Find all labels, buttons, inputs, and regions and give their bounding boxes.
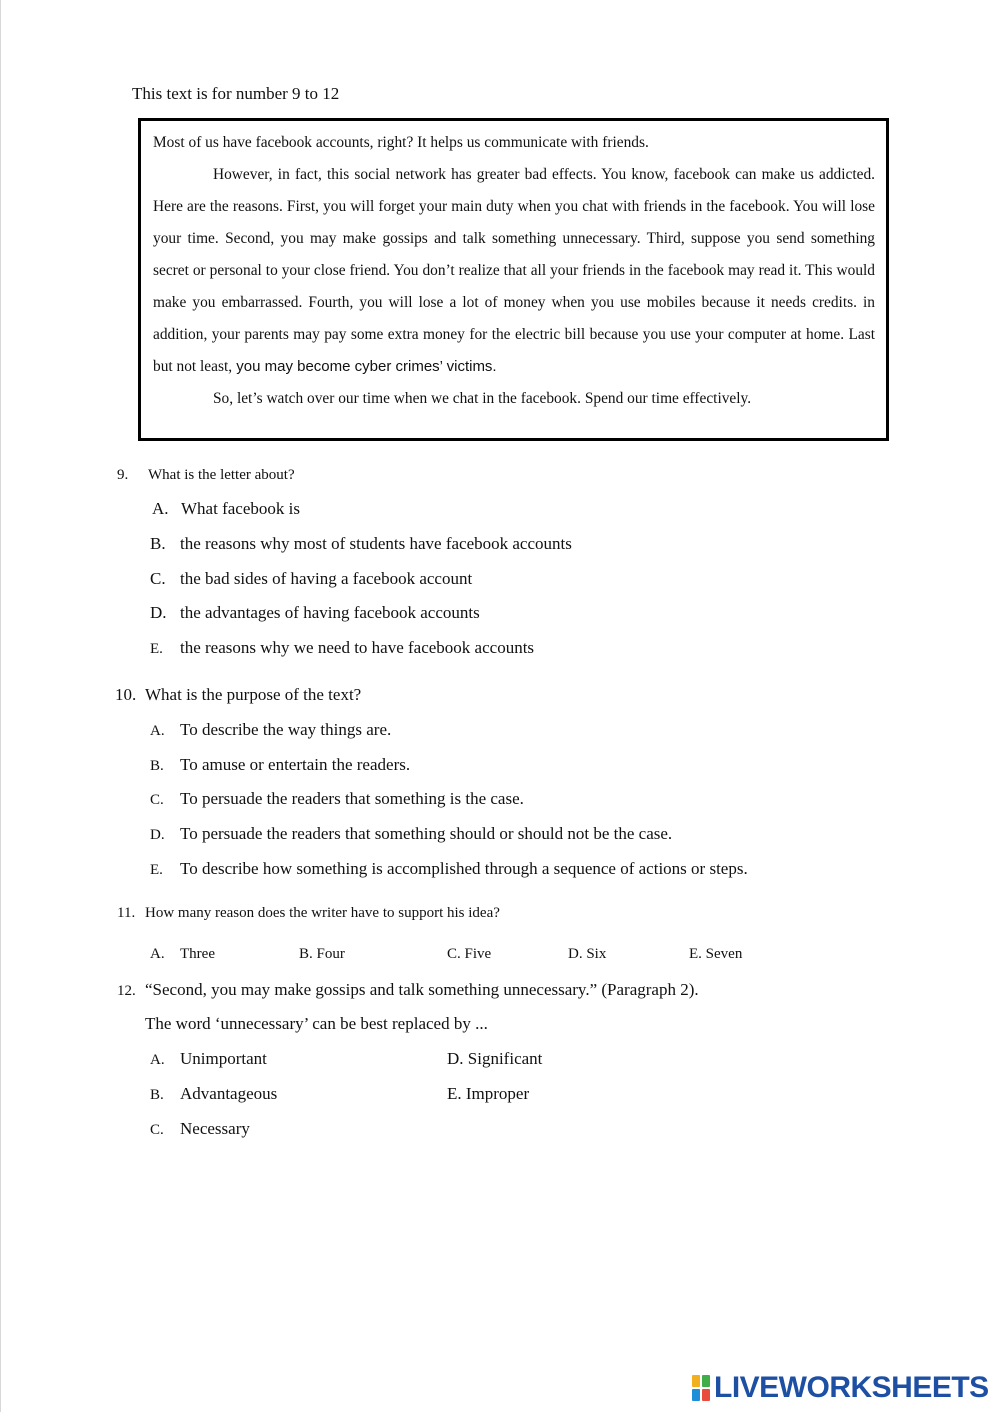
logo-square-4 <box>702 1389 710 1401</box>
passage-paragraph-3: So, let’s watch over our time when we chat in the facebook. Spend our time effectively. <box>213 390 752 407</box>
question-9 <box>117 467 295 484</box>
option-10c[interactable]: C. To persuade the readers that something is the case. <box>150 789 524 808</box>
option-12c[interactable]: C. Necessary <box>150 1119 250 1138</box>
logo-square-3 <box>692 1389 700 1401</box>
question-10 <box>115 685 361 705</box>
question-text: How many reason does the writer have to support his idea? <box>145 905 500 921</box>
option-12a[interactable]: A. Unimportant <box>150 1049 267 1068</box>
intro-text: This text is for number 9 to 12 <box>132 84 340 103</box>
option-9a[interactable]: A. What facebook is <box>152 499 300 518</box>
option-12b[interactable]: B. Advantageous <box>150 1084 278 1103</box>
reading-passage <box>138 118 889 441</box>
option-11a[interactable]: A. Three <box>150 946 215 962</box>
option-11e[interactable]: E. Seven <box>689 946 743 962</box>
option-9e[interactable]: E. the reasons why we need to have facebook accounts <box>150 638 535 657</box>
option-11d[interactable]: D. Six <box>568 946 607 962</box>
option-12e[interactable]: E. Improper <box>447 1084 530 1103</box>
passage-paragraph-2-main: However, in fact, this social network has greater bad effects. You know, facebook can make us addicted. Here are the reasons. First, you will forget your main duty when you chat with friends in the facebook. You will lose your time. Second, you may make gossips and talk something unnecessary. Third, suppose you send something secret or personal to your close friend. You don’t realize that all your friends in the facebook may read it. This would make you embarrassed. Fourth, you will lose a lot of money when you use mobiles because it needs credits. in addition, your parents may pay some extra money for the electric bill because you use your computer at home. Last but not least, <box>153 166 875 375</box>
question-12 <box>117 980 699 1000</box>
passage-paragraph-2-tail: you may become cyber crimes’ victims. <box>232 358 497 375</box>
question-12-prompt: The word ‘unnecessary’ can be best replaced by ... <box>145 1014 488 1033</box>
option-10b[interactable]: B. To amuse or entertain the readers. <box>150 755 411 774</box>
question-number: 9. <box>117 467 129 483</box>
question-text: “Second, you may make gossips and talk something unnecessary.” (Paragraph 2). <box>145 980 699 999</box>
option-10d[interactable]: D. To persuade the readers that something should or should not be the case. <box>150 824 673 843</box>
question-number: 11. <box>117 905 136 921</box>
passage-paragraph-1: Most of us have facebook accounts, right? It helps us communicate with friends. <box>153 134 649 151</box>
option-10e[interactable]: E. To describe how something is accomplished through a sequence of actions or steps. <box>150 859 748 878</box>
passage-paragraph-2 <box>153 159 875 383</box>
question-text: What is the purpose of the text? <box>145 685 362 704</box>
liveworksheets-logo[interactable] <box>692 1372 989 1404</box>
question-number: 10. <box>115 685 137 704</box>
option-11b[interactable]: B. Four <box>299 946 345 962</box>
question-11 <box>117 905 500 922</box>
liveworksheets-logo-icon <box>692 1375 710 1401</box>
option-11c[interactable]: C. Five <box>447 946 492 962</box>
liveworksheets-logo-text: LIVEWORKSHEETS <box>714 1371 989 1404</box>
logo-square-1 <box>692 1375 700 1387</box>
question-number: 12. <box>117 983 136 999</box>
logo-square-2 <box>702 1375 710 1387</box>
option-9c[interactable]: C. the bad sides of having a facebook account <box>150 569 473 588</box>
option-10a[interactable]: A. To describe the way things are. <box>150 720 392 739</box>
question-text: What is the letter about? <box>148 467 295 483</box>
page-edge <box>0 0 1 1412</box>
option-9b[interactable]: B. the reasons why most of students have facebook accounts <box>150 534 572 553</box>
option-9d[interactable]: D. the advantages of having facebook accounts <box>150 603 480 622</box>
option-12d[interactable]: D. Significant <box>447 1049 543 1068</box>
